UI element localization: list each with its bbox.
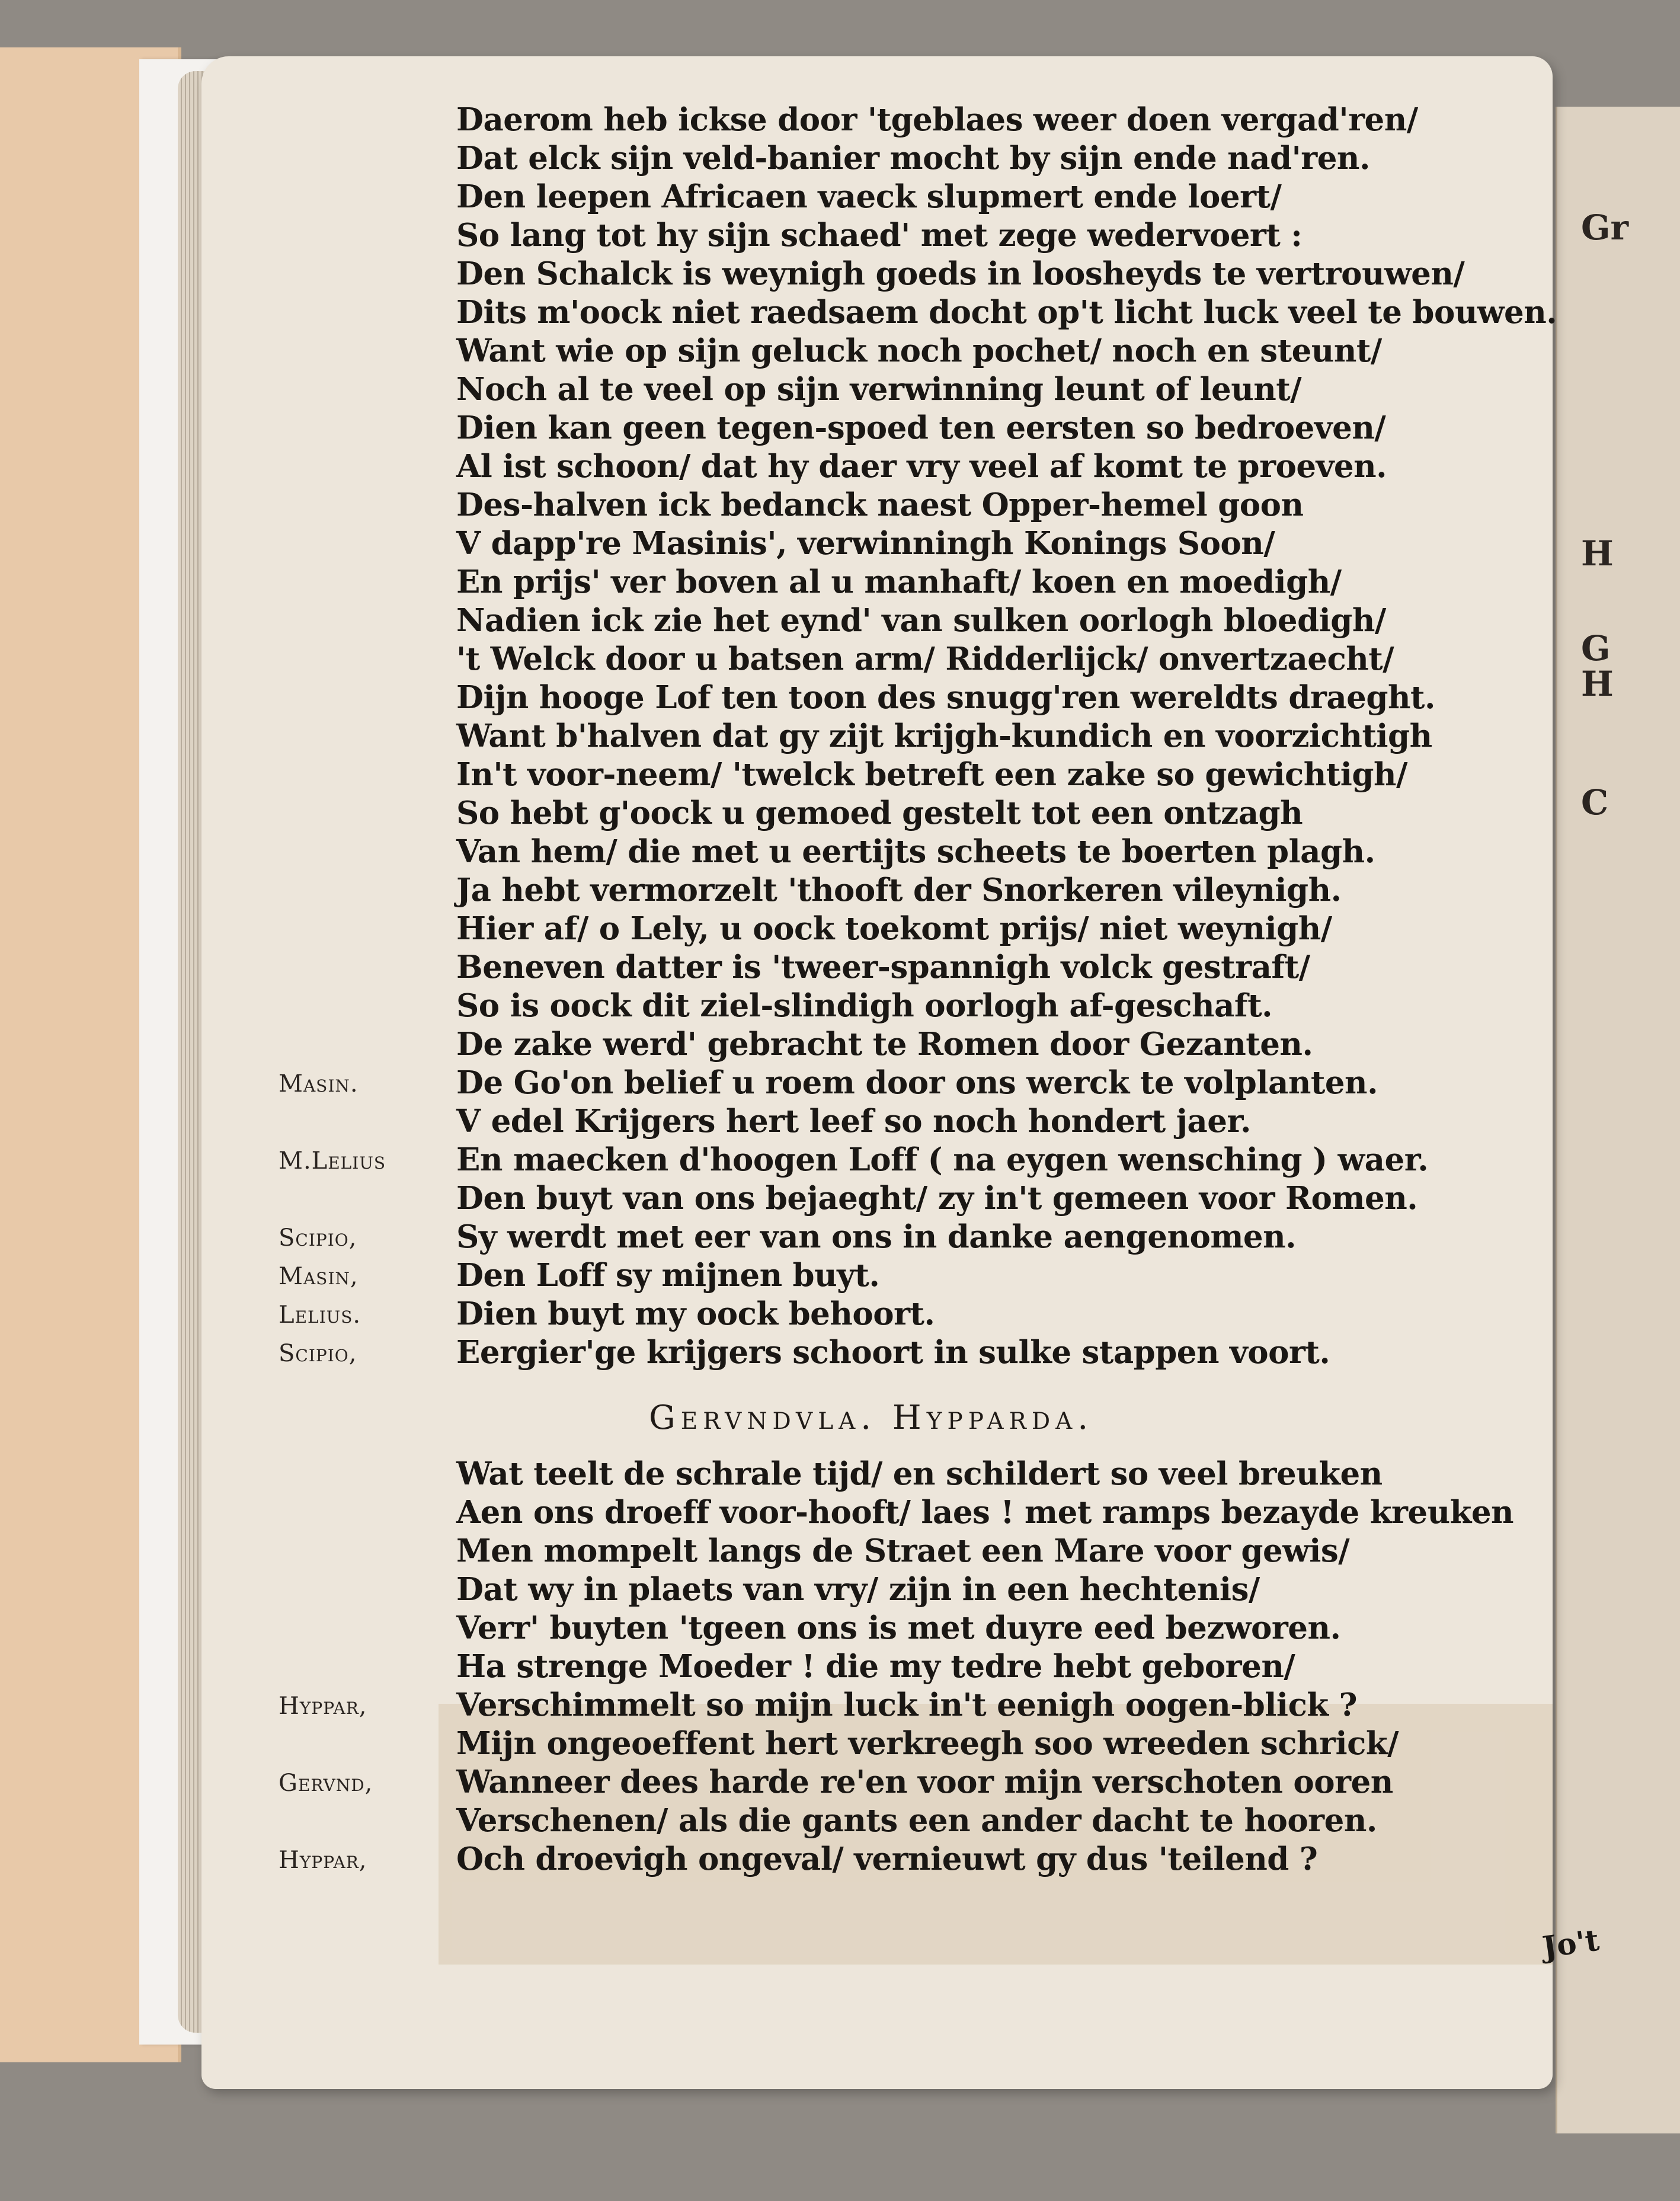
verse-text: Beneven datter is 'tweer-spannigh volck gestraft/ — [456, 949, 1310, 986]
catchword: Jo't — [1540, 1922, 1602, 1965]
verse-text: 't Welck door u batsen arm/ Ridderlijck/ onvertzaecht/ — [456, 641, 1394, 677]
verse-text: Verschimmelt so mijn luck in't eenigh oogen-blick ? — [456, 1687, 1358, 1723]
verse-text: So hebt g'oock u gemoed gestelt tot een ontzagh — [456, 795, 1303, 831]
verse-line — [456, 293, 1557, 332]
verse-line — [456, 409, 1553, 447]
verse-text: Wat teelt de schrale tijd/ en schildert so veel breuken — [456, 1455, 1383, 1492]
verse-line — [456, 1532, 1553, 1570]
verse-line — [456, 1102, 1553, 1141]
verse-text: Sy werdt met eer van ons in danke aengenomen. — [456, 1218, 1297, 1255]
facing-page-margin-letter: H — [1581, 533, 1614, 574]
speaker-name: Scipio, — [279, 1224, 357, 1252]
speaker-name: Lelius. — [279, 1301, 361, 1329]
verse-text: Den Schalck is weynigh goeds in loosheyds te vertrouwen/ — [456, 255, 1465, 292]
facing-page-margin-letter: H — [1581, 664, 1614, 704]
verse-line — [456, 447, 1553, 486]
verse-text: Ja hebt vermorzelt 'thooft der Snorkeren vileynigh. — [456, 872, 1342, 908]
verse-line — [456, 794, 1553, 833]
facing-page-margin-letter: G — [1581, 628, 1611, 668]
verse-text: V edel Krijgers hert leef so noch hondert jaer. — [456, 1103, 1251, 1140]
speaker-name: Hyppar, — [279, 1847, 367, 1874]
verse-line — [456, 1025, 1553, 1064]
verse-line — [456, 833, 1553, 871]
verse-line — [456, 1802, 1553, 1840]
verse-line — [279, 1256, 1553, 1295]
verse-text: In't voor-neem/ 'twelck betreft een zake so gewichtigh/ — [456, 756, 1407, 793]
verse-text: Aen ons droeff voor-hooft/ laes ! met ramps bezayde kreuken — [456, 1494, 1514, 1531]
verse-line — [456, 178, 1553, 216]
verse-text: Dat elck sijn veld-banier mocht by sijn ende nad'ren. — [456, 140, 1370, 177]
verse-text: Men mompelt langs de Straet een Mare voor gewis/ — [456, 1533, 1350, 1569]
verse-line — [456, 679, 1553, 717]
verse-line — [456, 948, 1553, 987]
speaker-name: M.Lelius — [279, 1147, 386, 1175]
verse-line — [279, 1218, 1553, 1256]
facing-page-margin-letter: Gr — [1581, 207, 1629, 248]
verse-line — [279, 1763, 1553, 1802]
verse-text: Al ist schoon/ dat hy daer vry veel af komt te proeven. — [456, 448, 1387, 485]
verse-text: So lang tot hy sijn schaed' met zege wedervoert : — [456, 217, 1303, 254]
verse-line — [456, 255, 1553, 293]
verse-text: Den leepen Africaen vaeck slupmert ende loert/ — [456, 178, 1282, 215]
verse-line — [456, 370, 1553, 409]
verse-text: Daerom heb ickse door 'tgeblaes weer doen vergad'ren/ — [456, 101, 1418, 138]
verse-text: Dits m'oock niet raedsaem docht op't licht luck veel te bouwen. — [456, 294, 1557, 331]
verse-line — [456, 871, 1553, 910]
verse-text: Van hem/ die met u eertijts scheets te boerten plagh. — [456, 833, 1375, 870]
verse-line — [279, 1333, 1553, 1372]
verse-text: Wanneer dees harde re'en voor mijn verschoten ooren — [456, 1764, 1393, 1800]
verse-line — [456, 602, 1553, 640]
verse-line — [456, 756, 1553, 794]
verse-line — [456, 640, 1553, 679]
verse-line — [456, 1647, 1553, 1686]
verse-text: Verr' buyten 'tgeen ons is met duyre eed bezworen. — [456, 1610, 1341, 1646]
scene-heading: Gervndvla. Hypparda. — [649, 1399, 1094, 1437]
verse-text: V dapp're Masinis', verwinningh Konings Soon/ — [456, 525, 1275, 562]
verse-line — [456, 1455, 1553, 1493]
speaker-name: Hyppar, — [279, 1693, 367, 1720]
verse-text: En prijs' ver boven al u manhaft/ koen en moedigh/ — [456, 564, 1342, 600]
verse-text: Dien kan geen tegen-spoed ten eersten so bedroeven/ — [456, 410, 1386, 446]
verse-line — [279, 1840, 1553, 1879]
speaker-name: Gervnd, — [279, 1770, 373, 1797]
verse-line — [456, 1609, 1553, 1647]
verse-text: Verschenen/ als die gants een ander dacht te hooren. — [456, 1802, 1377, 1839]
speaker-name: Masin, — [279, 1263, 359, 1290]
verse-text: Den buyt van ons bejaeght/ zy in't gemeen voor Romen. — [456, 1180, 1418, 1217]
verse-line — [456, 1725, 1553, 1763]
verse-line — [456, 139, 1553, 178]
verse-text: Dien buyt my oock behoort. — [456, 1295, 935, 1332]
verse-text: Noch al te veel op sijn verwinning leunt of leunt/ — [456, 371, 1302, 408]
verse-line — [456, 563, 1553, 602]
verse-text: De zake werd' gebracht te Romen door Gezanten. — [456, 1026, 1313, 1063]
verse-text: Ha strenge Moeder ! die my tedre hebt geboren/ — [456, 1648, 1295, 1685]
verse-line — [279, 1295, 1553, 1333]
verse-line — [456, 524, 1553, 563]
verse-line — [456, 987, 1553, 1025]
speaker-name: Scipio, — [279, 1340, 357, 1367]
verse-line — [456, 216, 1553, 255]
verse-line — [456, 910, 1553, 948]
verse-line — [456, 1570, 1553, 1609]
verse-block-1 — [279, 101, 1557, 1372]
verse-text: Mijn ongeoeffent hert verkreegh soo wreeden schrick/ — [456, 1725, 1399, 1762]
verse-text: Hier af/ o Lely, u oock toekomt prijs/ niet weynigh/ — [456, 910, 1332, 947]
verse-line — [456, 1493, 1553, 1532]
verse-text: Den Loff sy mijnen buyt. — [456, 1257, 880, 1294]
verse-line — [456, 101, 1553, 139]
verse-line — [279, 1686, 1553, 1725]
verse-line — [456, 717, 1553, 756]
verse-text: Want wie op sijn geluck noch pochet/ noch en steunt/ — [456, 332, 1382, 369]
verse-line — [279, 1064, 1553, 1102]
verse-text: En maecken d'hoogen Loff ( na eygen wensching ) waer. — [456, 1141, 1429, 1178]
verse-line — [456, 1179, 1553, 1218]
verse-text: So is oock dit ziel-slindigh oorlogh af-geschaft. — [456, 987, 1273, 1024]
verse-line — [279, 1141, 1553, 1179]
verse-text: Och droevigh ongeval/ vernieuwt gy dus 'teilend ? — [456, 1841, 1318, 1877]
facing-page — [1556, 107, 1680, 2133]
verse-text: Want b'halven dat gy zijt krijgh-kundich en voorzichtigh — [456, 718, 1432, 754]
verse-text: Des-halven ick bedanck naest Opper-hemel goon — [456, 487, 1304, 523]
verse-text: De Go'on belief u roem door ons werck te volplanten. — [456, 1064, 1378, 1101]
verse-text: Nadien ick zie het eynd' van sulken oorlogh bloedigh/ — [456, 602, 1386, 639]
verse-text: Dat wy in plaets van vry/ zijn in een hechtenis/ — [456, 1571, 1260, 1608]
verse-text: Dijn hooge Lof ten toon des snugg'ren wereldts draeght. — [456, 679, 1435, 716]
verse-block-2 — [279, 1455, 1553, 1879]
verse-text: Eergier'ge krijgers schoort in sulke stappen voort. — [456, 1334, 1330, 1371]
verse-line — [456, 486, 1553, 524]
speaker-name: Masin. — [279, 1070, 359, 1098]
facing-page-margin-letter: C — [1581, 782, 1609, 823]
verse-line — [456, 332, 1553, 370]
